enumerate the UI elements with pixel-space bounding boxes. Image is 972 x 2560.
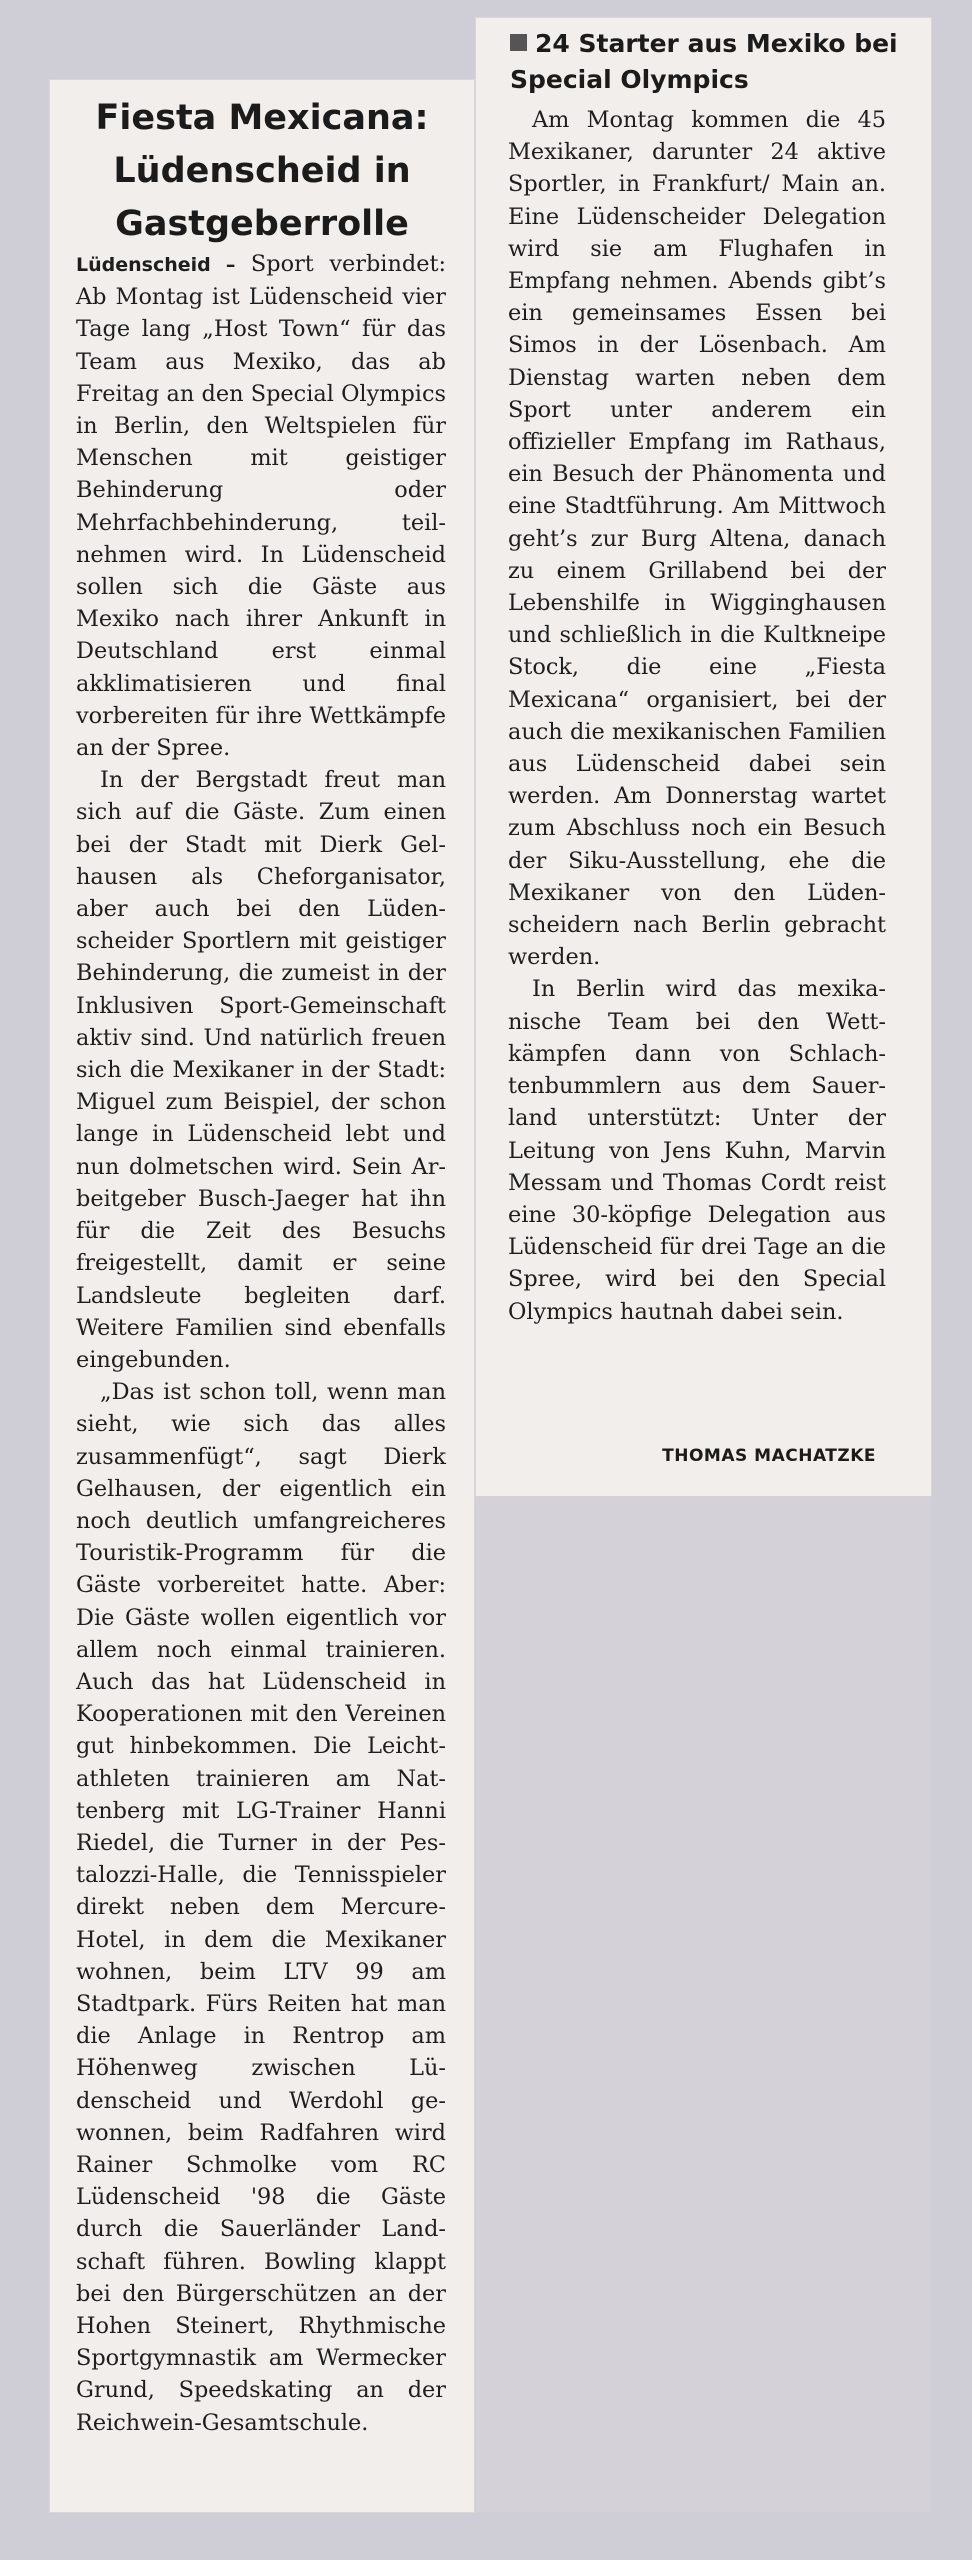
side-headline (510, 26, 910, 98)
paragraph-3: „Das ist schon toll, wenn man sieht, wie sich das alles zusammenfügt“, sagt Dierk Gelhausen, der eigentlich ein noch deutlich umfangreicheres Touristik-Programm für die Gäste vorbereitet hatte. Aber: Die Gäste wollen eigentlich vor allem noch einmal trainieren. Auch das hat Lüdenscheid in Kooperationen mit den Vereinen gut hinbekommen. Die Leichtathleten trainieren am Nattenberg mit LG-Trainer Hanni Riedel, die Turner in der Pestalozzi-Halle, die Tennisspieler direkt neben dem Mercure-Hotel, in dem die Mexikaner wohnen, beim LTV 99 am Stadtpark. Fürs Reiten hat man die Anlage in Rentrop am Höhenweg zwischen Lüdenscheid und Werdohl gewonnen, beim Radfahren wird Rainer Schmolke vom RC Lüdenscheid '98 die Gäste durch die Sauerländer Landschaft führen. Bowling klappt bei den Bürgerschützen an der Hohen Steinert, Rhythmische Sportgymnastik am Wermecker Grund, Speedskating an der Reichwein-Gesamtschule. (76, 1379, 446, 2436)
side-paragraph-2: In Berlin wird das mexikanische Team bei den Wettkämpfen dann von Schlachtenbummlern aus dem Sauerland unterstützt: Unter der Leitung von Jens Kuhn, Marvin Messam und Thomas Cordt reist eine 30-köpfige Delegation aus Lüdenscheid für drei Tage an die Spree, wird bei den Special Olympics hautnah dabei sein. (508, 976, 886, 1325)
dateline: Lüdenscheid – (76, 254, 236, 276)
author-byline: THOMAS MACHATZKE (662, 1446, 876, 1466)
headline-line-1: Fiesta Mexicana: (95, 98, 429, 138)
paragraph-1-text: Sport verbindet: Ab Montag ist Lüdenscheid vier Tage lang „Host Town“ für das Team aus Mexiko, das ab Freitag an den Special Olympics in Berlin, den Weltspielen für Menschen mit geistiger Behinderung oder Mehrfachbehinderung, teilnehmen wird. In Lüdenscheid sollen sich die Gäste aus Mexiko nach ihrer Ankunft in Deutschland erst einmal akklimatisieren und final vorbereiten für ihre Wettkämpfe an der Spree. (76, 251, 446, 762)
side-paragraph-1: Am Montag kommen die 45 Mexikaner, darunter 24 aktive Sportler, in Frankfurt/ Main an. Eine Lüdenscheider Delegation wird sie am Flughafen in Empfang nehmen. Abends gibt’s ein gemeinsames Essen bei Simos in der Lösenbach. Am Dienstag warten neben dem Sport unter anderem ein offizieller Empfang im Rathaus, ein Besuch der Phänomenta und eine Stadtführung. Am Mittwoch geht’s zur Burg Altena, danach zu einem Grillabend bei der Lebenshilfe in Wigginghausen und schließlich in die Kultkneipe Stock, die eine „Fiesta Mexicana“ organisiert, bei der auch die mexikanischen Familien aus Lüdenscheid dabei sein werden. Am Donnerstag wartet zum Abschluss noch ein Besuch der Siku-Ausstellung, ehe die Mexikaner von den Lüdenscheidern nach Berlin gebracht werden. (508, 107, 886, 971)
main-article-body (76, 248, 446, 2439)
bullet-square-icon (510, 34, 527, 51)
headline-line-3: Gastgeberrolle (115, 204, 409, 244)
paragraph-1 (76, 248, 446, 764)
empty-column-area (476, 1496, 931, 2512)
side-headline-text: 24 Starter aus Mexiko bei Special Olympics (510, 29, 898, 94)
paragraph-2: In der Bergstadt freut man sich auf die Gäste. Zum einen bei der Stadt mit Dierk Gelhausen als Cheforganisator, aber auch bei den Lüdenscheider Sportlern mit geistiger Behinderung, die zumeist in der Inklusiven Sport-Gemeinschaft aktiv sind. Und natürlich freuen sich die Mexikaner in der Stadt: Miguel zum Beispiel, der schon lange in Lüdenscheid lebt und nun dolmetschen wird. Sein Arbeitgeber Busch-Jaeger hat ihn für die Zeit des Besuchs freigestellt, damit er seine Landsleute begleiten darf. Weitere Familien sind ebenfalls eingebunden. (76, 767, 446, 1373)
main-headline (62, 92, 462, 251)
headline-line-2: Lüdenscheid in (113, 151, 411, 191)
side-article-body (508, 104, 886, 1328)
